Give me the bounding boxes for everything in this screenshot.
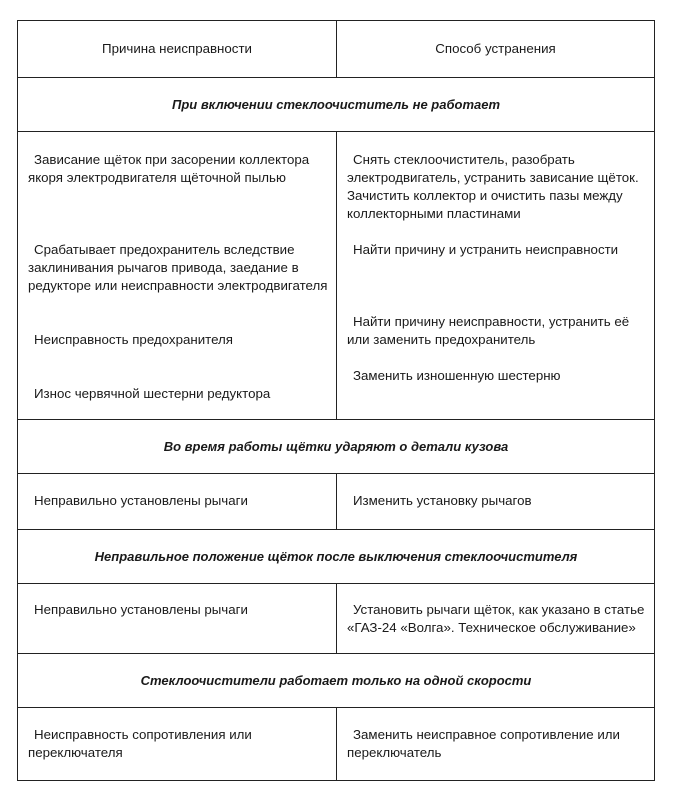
- section-title-row: [17, 653, 655, 707]
- section-title: Неправильное положение щёток после выключения стеклоочистителя: [94, 549, 578, 564]
- remedy-text: Найти причину и устранить неисправности: [353, 242, 619, 257]
- cause-cell: [18, 474, 337, 529]
- cause-cell: [18, 132, 337, 419]
- remedy-cell: [337, 584, 654, 653]
- cause-text: Неправильно установлены рычаги: [34, 602, 248, 617]
- section-title-row: [17, 77, 655, 131]
- section-title: Во время работы щётки ударяют о детали кузова: [163, 439, 509, 454]
- table-row: [17, 707, 655, 781]
- cause-cell: [18, 708, 337, 780]
- table-header-row: [17, 20, 655, 77]
- table-row: [17, 583, 655, 653]
- remedy-cell: [337, 474, 654, 529]
- table-row: [17, 131, 655, 419]
- remedy-cell: [337, 708, 654, 780]
- section-title-row: [17, 419, 655, 473]
- cause-text: Неисправность предохранителя: [34, 332, 233, 347]
- section-title: При включении стеклоочиститель не работает: [171, 97, 501, 112]
- remedy-text: Заменить изношенную шестерню: [353, 368, 561, 383]
- cause-cell: [18, 584, 337, 653]
- cause-text: Неправильно установлены рычаги: [34, 493, 248, 508]
- table-row: [17, 473, 655, 529]
- header-cause: Причина неисправности: [18, 21, 337, 77]
- cause-text: Зависание щёток при засорении коллектора якоря электродвигателя щёточной пылью: [28, 152, 310, 185]
- section-title: Стеклоочистители работает только на одной скорости: [140, 673, 532, 688]
- remedy-text: Снять стеклоочиститель, разобрать электродвигатель, устранить зависание щёток. Зачистить коллектор и очистить пазы между коллекторными пластинами: [347, 152, 639, 221]
- cause-text: Износ червячной шестерни редуктора: [34, 386, 271, 401]
- cause-text: Срабатывает предохранитель вследствие заклинивания рычагов привода, заедание в редукторе или неисправности электродвигателя: [28, 242, 328, 293]
- remedy-text: Найти причину неисправности, устранить её или заменить предохранитель: [347, 314, 630, 347]
- header-remedy: Способ устранения: [435, 41, 556, 56]
- cause-text: Неисправность сопротивления или переключателя: [28, 727, 252, 760]
- remedy-text: Изменить установку рычагов: [353, 493, 532, 508]
- section-title-row: [17, 529, 655, 583]
- remedy-cell: [337, 132, 654, 419]
- remedy-text: Установить рычаги щёток, как указано в статье «ГАЗ-24 «Волга». Техническое обслуживание»: [347, 602, 645, 635]
- remedy-text: Заменить неисправное сопротивление или переключатель: [347, 727, 620, 760]
